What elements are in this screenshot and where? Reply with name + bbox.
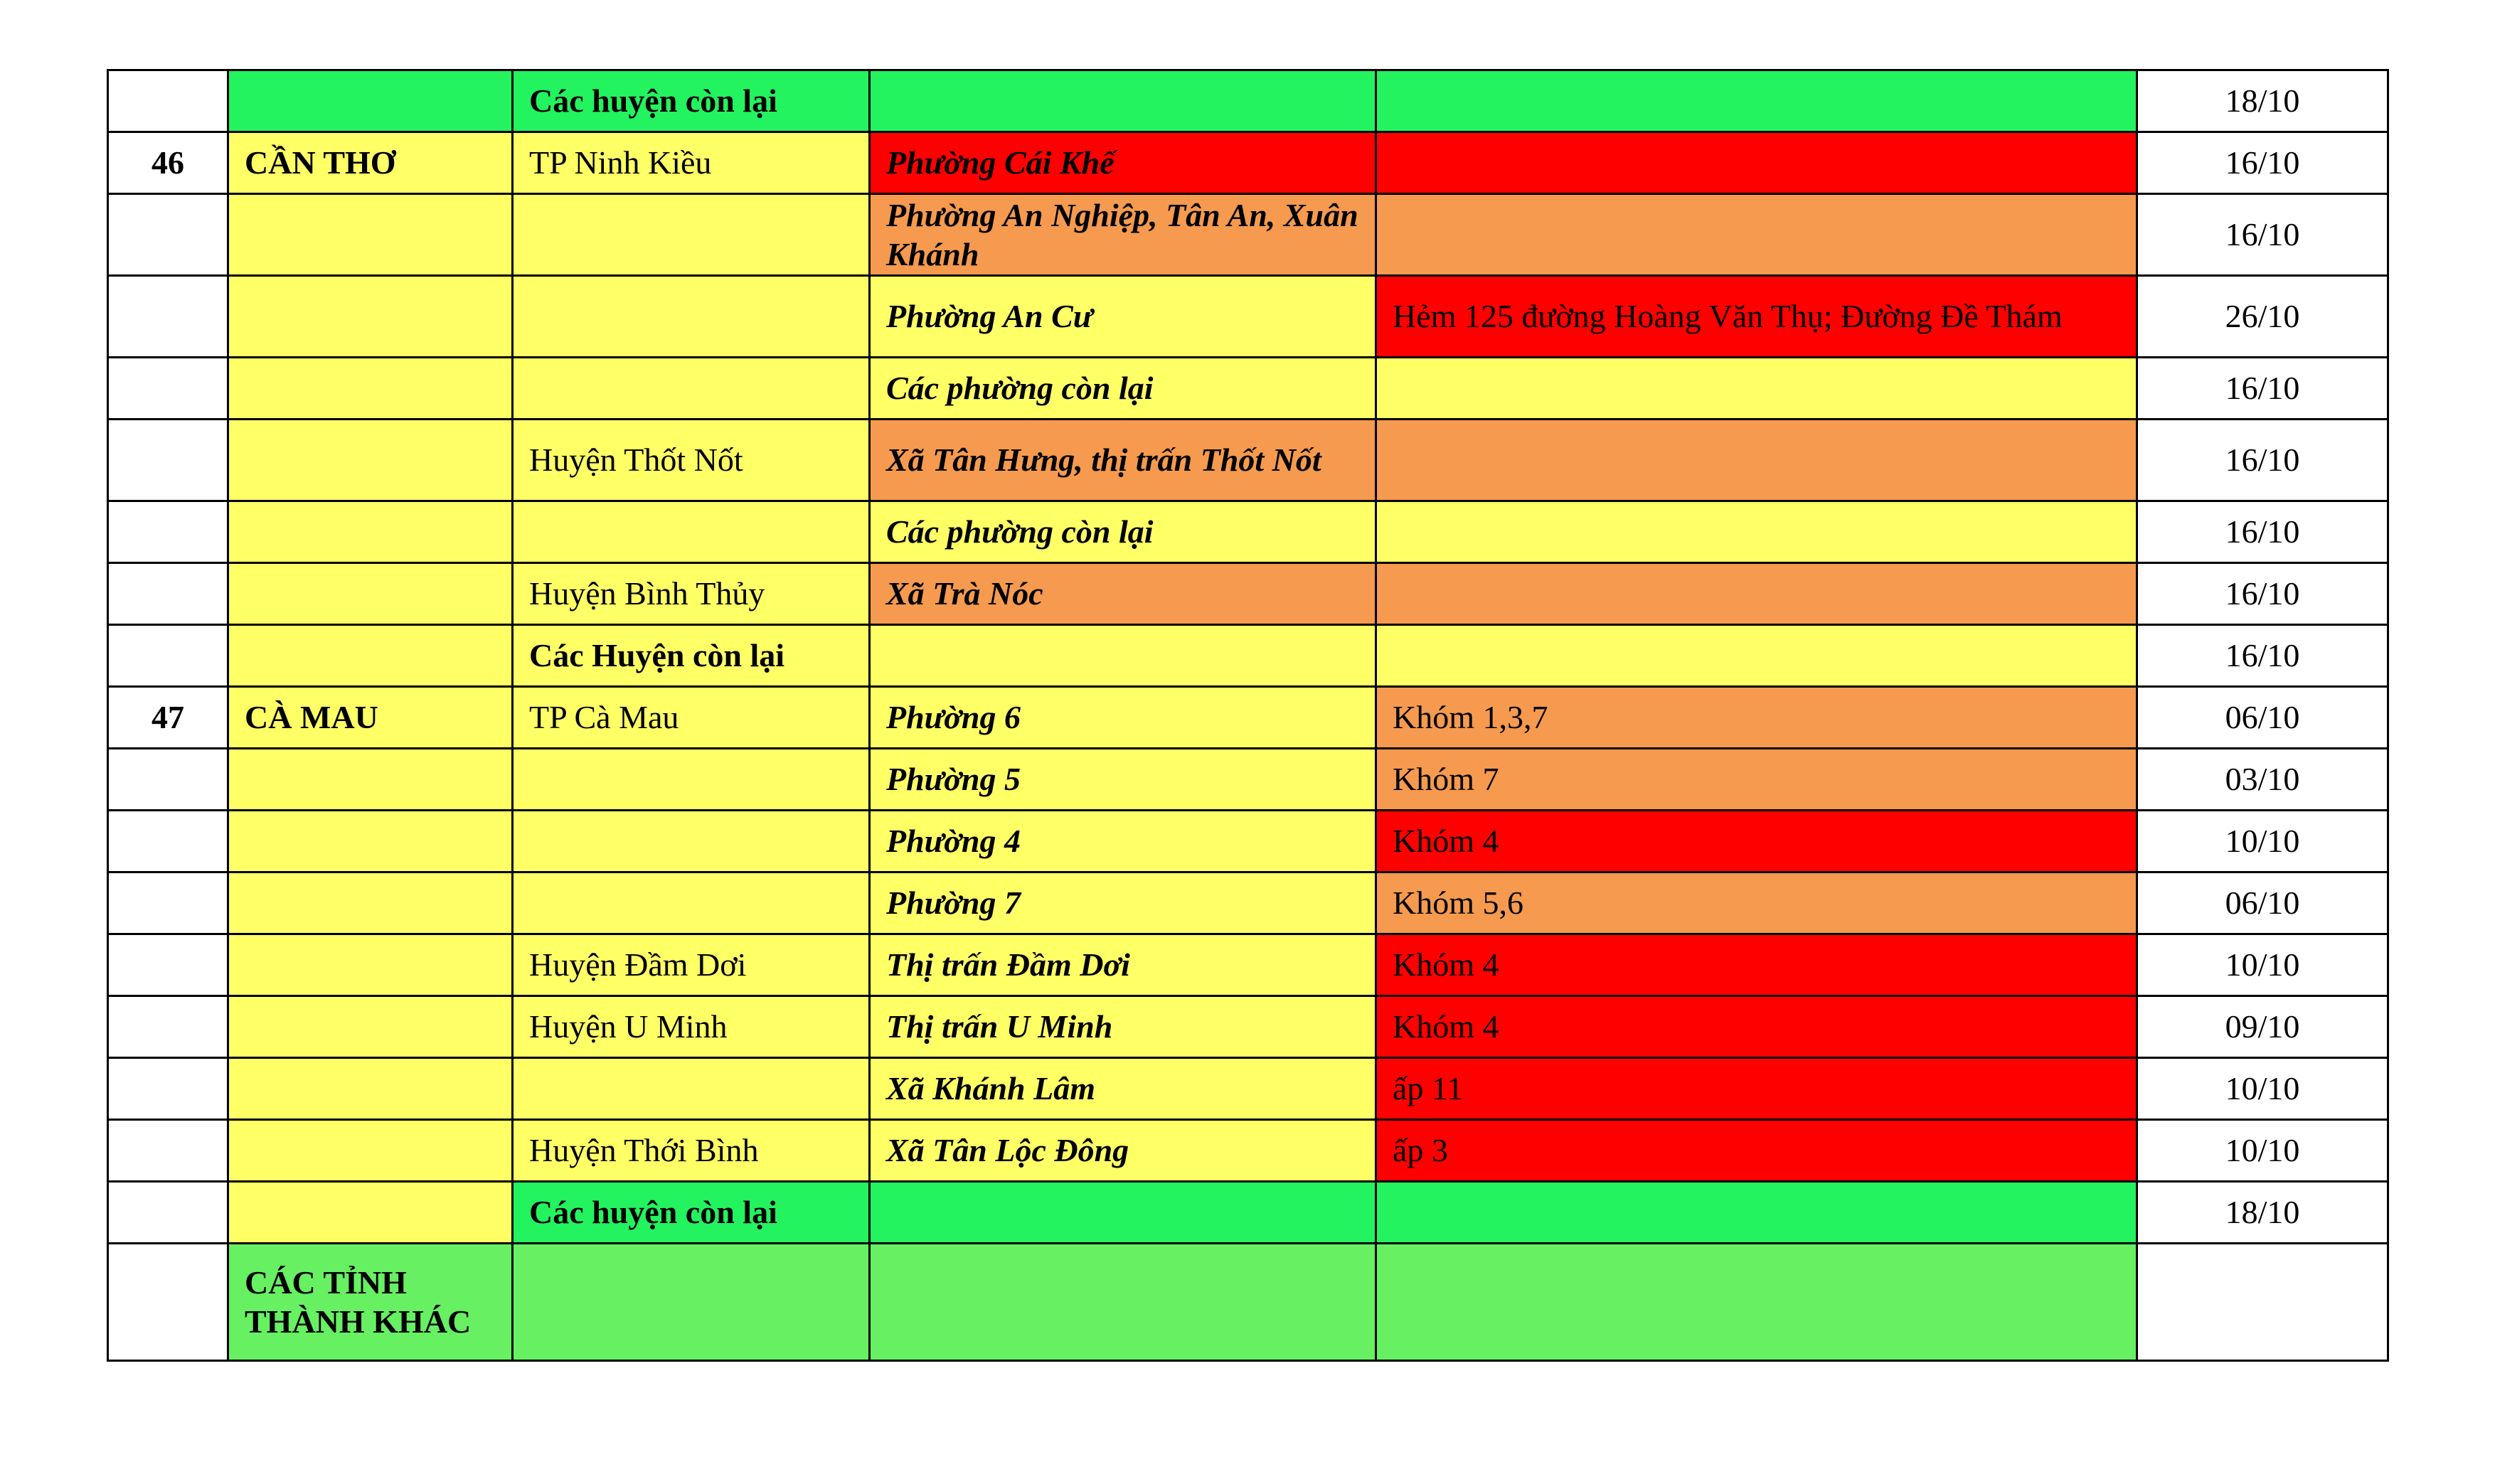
- province-cell: [228, 996, 513, 1058]
- date-cell: 10/10: [2137, 811, 2388, 872]
- ward-cell: Phường 7: [870, 872, 1376, 934]
- district-cell: Các Huyện còn lại: [513, 625, 870, 687]
- date-cell: 18/10: [2137, 70, 2388, 132]
- stt-cell: [108, 563, 228, 625]
- stt-cell: [108, 1058, 228, 1120]
- province-cell: [228, 1182, 513, 1244]
- ward-cell: Phường 4: [870, 811, 1376, 872]
- detail-cell: [1376, 132, 2137, 194]
- detail-cell: [1376, 625, 2137, 687]
- district-cell: [513, 1058, 870, 1120]
- table-row: [108, 687, 2388, 749]
- date-cell: 16/10: [2137, 358, 2388, 420]
- date-cell: 16/10: [2137, 194, 2388, 276]
- district-cell: Huyện Thới Bình: [513, 1120, 870, 1182]
- date-cell: 16/10: [2137, 501, 2388, 563]
- province-cell: [228, 625, 513, 687]
- ward-cell: Thị trấn Đầm Dơi: [870, 934, 1376, 996]
- detail-cell: [1376, 1182, 2137, 1244]
- stt-cell: [108, 872, 228, 934]
- table-row: [108, 1120, 2388, 1182]
- ward-cell: Phường An Cư: [870, 276, 1376, 358]
- date-cell: 16/10: [2137, 563, 2388, 625]
- district-cell: [513, 749, 870, 811]
- district-cell: Huyện Bình Thủy: [513, 563, 870, 625]
- district-cell: [513, 194, 870, 276]
- stt-cell: [108, 194, 228, 276]
- province-cell: [228, 276, 513, 358]
- detail-cell: Khóm 5,6: [1376, 872, 2137, 934]
- detail-cell: [1376, 70, 2137, 132]
- district-cell: Các huyện còn lại: [513, 1182, 870, 1244]
- stt-cell: [108, 1244, 228, 1361]
- district-cell: [513, 811, 870, 872]
- ward-cell: Các phường còn lại: [870, 358, 1376, 420]
- stt-cell: [108, 749, 228, 811]
- stt-cell: [108, 420, 228, 501]
- table-row: [108, 1058, 2388, 1120]
- stt-cell: [108, 811, 228, 872]
- detail-cell: Hẻm 125 đường Hoàng Văn Thụ; Đường Đề Thám: [1376, 276, 2137, 358]
- table-row: [108, 194, 2388, 276]
- ward-cell: Các phường còn lại: [870, 501, 1376, 563]
- table-row: [108, 811, 2388, 872]
- ward-cell: Xã Trà Nóc: [870, 563, 1376, 625]
- ward-cell: Xã Tân Lộc Đông: [870, 1120, 1376, 1182]
- district-cell: Các huyện còn lại: [513, 70, 870, 132]
- detail-cell: [1376, 358, 2137, 420]
- detail-cell: Khóm 4: [1376, 934, 2137, 996]
- table-row: [108, 749, 2388, 811]
- stt-cell: [108, 934, 228, 996]
- ward-cell: [870, 70, 1376, 132]
- province-cell: [228, 501, 513, 563]
- province-cell: [228, 872, 513, 934]
- ward-cell: Phường 5: [870, 749, 1376, 811]
- district-cell: TP Ninh Kiều: [513, 132, 870, 194]
- province-cell: [228, 194, 513, 276]
- table-row: [108, 872, 2388, 934]
- detail-cell: ấp 11: [1376, 1058, 2137, 1120]
- table-container: [107, 69, 2389, 1362]
- province-cell: [228, 358, 513, 420]
- province-cell: [228, 1120, 513, 1182]
- table-row: [108, 1244, 2388, 1361]
- ward-cell: [870, 1244, 1376, 1361]
- detail-cell: Khóm 1,3,7: [1376, 687, 2137, 749]
- ward-cell: Xã Tân Hưng, thị trấn Thốt Nốt: [870, 420, 1376, 501]
- province-cell: [228, 420, 513, 501]
- ward-cell: Phường 6: [870, 687, 1376, 749]
- stt-cell: 47: [108, 687, 228, 749]
- date-cell: 10/10: [2137, 934, 2388, 996]
- table-row: [108, 132, 2388, 194]
- date-cell: 26/10: [2137, 276, 2388, 358]
- detail-cell: [1376, 501, 2137, 563]
- table-row: [108, 70, 2388, 132]
- province-cell: CÁC TỈNH THÀNH KHÁC: [228, 1244, 513, 1361]
- table-row: [108, 996, 2388, 1058]
- date-cell: 16/10: [2137, 625, 2388, 687]
- date-cell: 06/10: [2137, 687, 2388, 749]
- district-cell: [513, 1244, 870, 1361]
- epidemic-zone-table: [107, 69, 2389, 1362]
- district-cell: [513, 872, 870, 934]
- stt-cell: [108, 1182, 228, 1244]
- stt-cell: [108, 996, 228, 1058]
- stt-cell: [108, 358, 228, 420]
- province-cell: [228, 563, 513, 625]
- district-cell: [513, 501, 870, 563]
- date-cell: [2137, 1244, 2388, 1361]
- district-cell: TP Cà Mau: [513, 687, 870, 749]
- date-cell: 10/10: [2137, 1120, 2388, 1182]
- table-row: [108, 358, 2388, 420]
- date-cell: 03/10: [2137, 749, 2388, 811]
- date-cell: 10/10: [2137, 1058, 2388, 1120]
- district-cell: [513, 358, 870, 420]
- district-cell: Huyện U Minh: [513, 996, 870, 1058]
- detail-cell: [1376, 563, 2137, 625]
- ward-cell: Phường An Nghiệp, Tân An, Xuân Khánh: [870, 194, 1376, 276]
- ward-cell: Xã Khánh Lâm: [870, 1058, 1376, 1120]
- stt-cell: [108, 501, 228, 563]
- detail-cell: [1376, 1244, 2137, 1361]
- table-row: [108, 276, 2388, 358]
- table-row: [108, 501, 2388, 563]
- district-cell: [513, 276, 870, 358]
- table-row: [108, 420, 2388, 501]
- province-cell: CẦN THƠ: [228, 132, 513, 194]
- detail-cell: [1376, 194, 2137, 276]
- province-cell: [228, 749, 513, 811]
- detail-cell: Khóm 4: [1376, 996, 2137, 1058]
- ward-cell: Thị trấn U Minh: [870, 996, 1376, 1058]
- date-cell: 16/10: [2137, 132, 2388, 194]
- table-row: [108, 625, 2388, 687]
- detail-cell: ấp 3: [1376, 1120, 2137, 1182]
- ward-cell: [870, 625, 1376, 687]
- district-cell: Huyện Thốt Nốt: [513, 420, 870, 501]
- district-cell: Huyện Đầm Dơi: [513, 934, 870, 996]
- province-cell: [228, 70, 513, 132]
- stt-cell: [108, 70, 228, 132]
- ward-cell: Phường Cái Khế: [870, 132, 1376, 194]
- table-row: [108, 934, 2388, 996]
- stt-cell: [108, 625, 228, 687]
- stt-cell: 46: [108, 132, 228, 194]
- detail-cell: [1376, 420, 2137, 501]
- stt-cell: [108, 1120, 228, 1182]
- province-cell: CÀ MAU: [228, 687, 513, 749]
- province-cell: [228, 811, 513, 872]
- province-cell: [228, 1058, 513, 1120]
- date-cell: 06/10: [2137, 872, 2388, 934]
- ward-cell: [870, 1182, 1376, 1244]
- stt-cell: [108, 276, 228, 358]
- table-row: [108, 1182, 2388, 1244]
- date-cell: 18/10: [2137, 1182, 2388, 1244]
- date-cell: 16/10: [2137, 420, 2388, 501]
- table-body: [108, 70, 2388, 1361]
- province-cell: [228, 934, 513, 996]
- detail-cell: Khóm 7: [1376, 749, 2137, 811]
- date-cell: 09/10: [2137, 996, 2388, 1058]
- detail-cell: Khóm 4: [1376, 811, 2137, 872]
- table-row: [108, 563, 2388, 625]
